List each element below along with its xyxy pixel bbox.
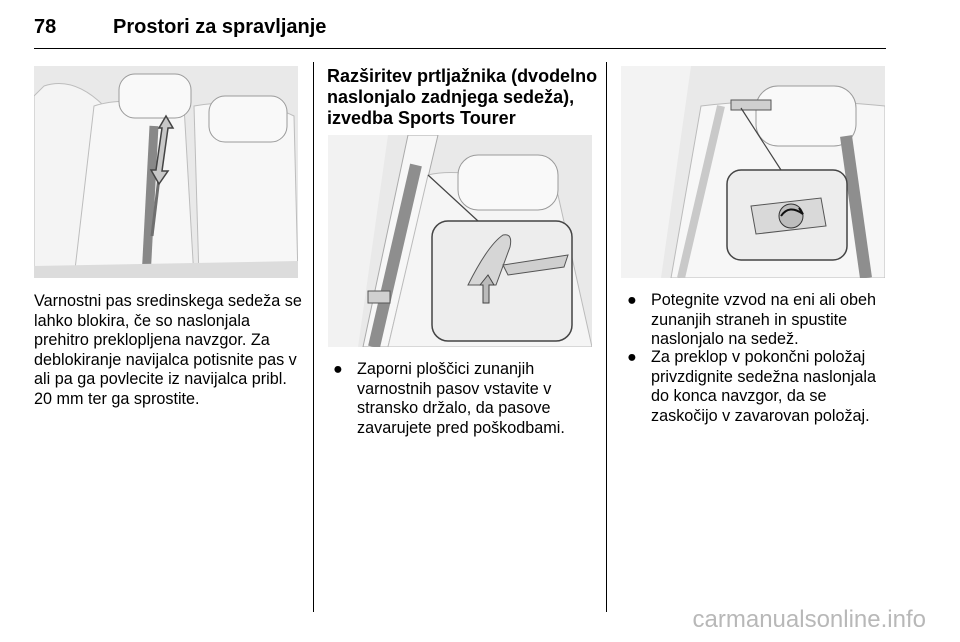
rear-seat-belt-illustration [34,66,298,278]
page-header [34,0,886,49]
column-divider-1 [313,62,314,612]
bullet-line: Zaporni ploščici zunanjih [357,360,535,378]
list-item [333,360,603,440]
bullet-text [651,291,876,350]
list-item [627,291,887,351]
paragraph-line: lahko blokira, če so naslonjala [34,311,250,330]
bullet-line: zunanjih straneh in spustite [651,310,848,329]
paragraph-line: Varnostni pas sredinskega sedeža se [34,292,302,310]
bullet-marker: ● [627,291,637,309]
chapter-title: Prostori za spravljanje [113,16,327,38]
seatback-release-lever-illustration [621,66,885,278]
heading-line: Razširitev prtljažnika (dvodelno [327,66,598,86]
paragraph-line: 20 mm ter ga sprostite. [34,389,200,408]
page-number: 78 [34,16,57,38]
heading-line: naslonjalo zadnjega sedeža), [327,87,575,107]
bullet-line: Za preklop v pokončni položaj [651,348,866,366]
paragraph-line: prehitro preklopljena navzgor. Za [34,331,270,349]
bullet-text [357,360,565,438]
watermark: carmanualsonline.info [692,606,926,633]
bullet-line: varnostnih pasov vstavite v [357,379,552,398]
bullet-line: do konca navzgor, da se [651,387,827,405]
belt-buckle-holder-illustration [328,135,592,347]
bullet-marker: ● [333,360,343,378]
bullet-text [651,348,876,426]
section-heading [327,66,599,129]
paragraph-line: deblokiranje navijalca potisnite pas v [34,350,297,369]
bullet-line: stransko držalo, da pasove [357,399,551,417]
paragraph-line: ali pa ga povlecite iz navijalca pribl. [34,370,287,388]
heading-line: izvedba Sports Tourer [327,108,516,128]
bullet-line: privzdignite sedežna naslonjala [651,367,876,386]
bullet-line: naslonjalo na sedež. [651,330,799,348]
belt-info-paragraph [34,292,304,409]
list-item [627,348,887,428]
column-divider-2 [606,62,607,612]
bullet-line: zaskočijo v zavarovan položaj. [651,406,870,425]
bullet-line: zavarujete pred poškodbami. [357,418,565,437]
bullet-marker: ● [627,348,637,366]
bullet-line: Potegnite vzvod na eni ali obeh [651,291,876,309]
